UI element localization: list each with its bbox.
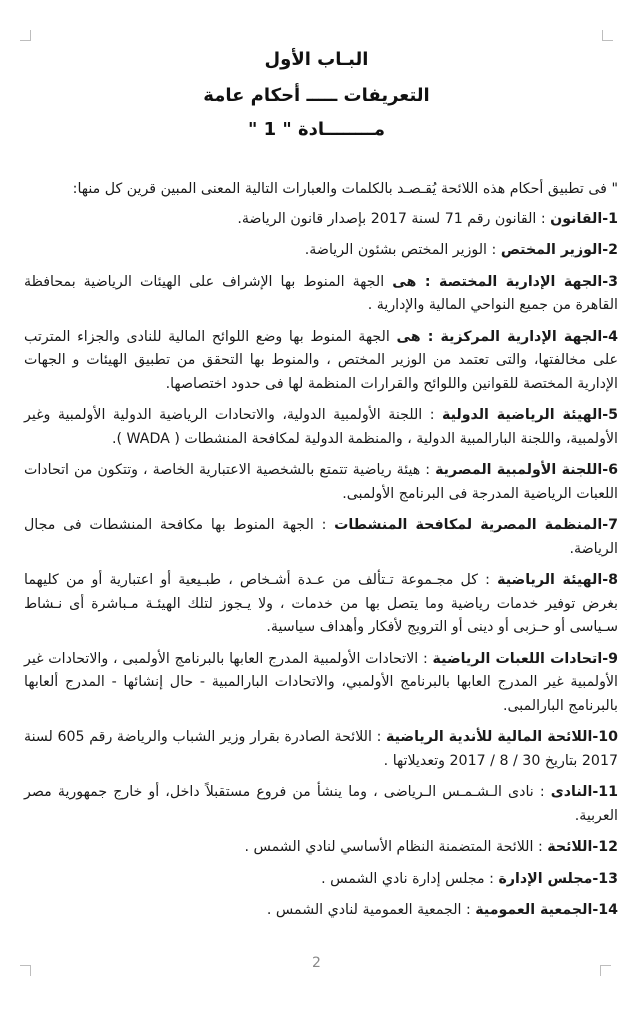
definition-item [24, 781, 618, 828]
item-number: 11- [592, 784, 618, 800]
item-definition: : مجلس إدارة نادي الشمس . [321, 870, 494, 887]
item-definition: الجهة المنوط بها وضع اللوائح المالية للنادى والجزاء المترتب على مخالفتها، والتى تعتمد من الوزير المختص ، والمنوط بها التحقق من تطبيق الهيئات و الجهات الإدارية المختصة للقوانين واللوائح والقرارات المنظمة لها فى حدود اختصاصها. [24, 328, 618, 392]
item-term: مجلس الإدارة [498, 870, 593, 887]
definition-item [24, 514, 618, 561]
item-number: 9- [602, 650, 618, 667]
item-definition: : اللجنة الأولمبية الدولية، والاتحادات الرياضية الدولية الأولمبية وغير الأولمبية، واللجنة البارالمبية الدولية ، والمنظمة الدولية لمكافحة المنشطات ( WADA ). [24, 407, 618, 447]
item-term: الجمعية العمومية [475, 902, 593, 918]
definition-item [24, 239, 618, 263]
definition-item [24, 271, 618, 318]
item-number: 3- [602, 273, 618, 290]
item-number: 8- [602, 572, 619, 588]
item-term: الوزير المختص [500, 242, 603, 258]
item-number: 13- [592, 870, 618, 887]
item-number: 7- [602, 517, 618, 533]
item-term: القانون [550, 210, 603, 227]
definition-item [24, 459, 618, 506]
item-term: الجهة الإدارية المركزية : هى [396, 328, 603, 345]
item-term: النادى [550, 784, 593, 800]
definition-item [24, 899, 618, 923]
crop-mark-top-right [602, 30, 613, 41]
item-number: 5- [602, 407, 618, 423]
item-number: 10- [592, 729, 618, 745]
item-term: اللائحة [547, 839, 593, 855]
item-definition: : نادى الـشـمـس الـرياضى ، وما ينشأ من فروع مستقبلاً داخل، أو خارج جمهورية مصر العربية. [24, 784, 618, 824]
item-definition: : هيئة رياضية تتمتع بالشخصية الاعتبارية الخاصة ، وتتكون من اتحادات اللعبات الرياضية المدرجة فى البرنامج الأولمبى. [24, 462, 618, 502]
item-definition: : الجهة المنوط بها مكافحة المنشطات فى مجال الرياضة. [24, 517, 618, 557]
item-number: 4- [602, 328, 618, 345]
item-definition: الجهة المنوط بها الإشراف على الهيئات الرياضية بمحافظة القاهرة من جميع النواحي المالية والإدارية . [24, 273, 618, 313]
item-number: 2- [602, 242, 618, 258]
item-definition: : القانون رقم 71 لسنة 2017 بإصدار قانون الرياضة. [237, 210, 546, 227]
item-number: 6- [602, 462, 618, 478]
item-definition: : الجمعية العمومية لنادي الشمس . [266, 902, 471, 918]
item-definition: : اللائحة المتضمنة النظام الأساسي لنادي الشمس . [244, 839, 543, 855]
item-definition: : اللائحة الصادرة بقرار وزير الشباب والرياضة رقم 605 لسنة 2017 بتاريخ 30 / 8 / 2017 وتعديلاتها . [24, 729, 618, 769]
item-term: اللجنة الأولمبية المصرية [435, 462, 603, 478]
definition-item [24, 836, 618, 860]
item-definition: : الاتحادات الأولمبية المدرج العابها بالبرنامج الأولمبى ، والاتحادات غير الأولمبية غير المدرج العابها بالبرنامج الأولمبي، والاتحادات البارالمبية - حال إنشائها - المدرج ألعابها بالبرنامج البارالمبى. [24, 650, 618, 714]
definition-item [24, 404, 618, 451]
definition-item [24, 326, 618, 397]
crop-mark-top-left [20, 30, 31, 41]
item-term: اللائحة المالية للأندية الرياضية [385, 729, 593, 745]
item-term: الهيئة الرياضية [497, 572, 603, 588]
item-number: 14- [592, 902, 618, 918]
item-term: اتحادات اللعبات الرياضية [432, 650, 603, 667]
intro-paragraph: " فى تطبيق أحكام هذه اللائحة يُقـصـد بالكلمات والعبارات التالية المعنى المبين قرين كل منها: [72, 181, 618, 197]
item-term: المنظمة المصرية لمكافحة المنشطات [334, 517, 603, 533]
definition-item [24, 569, 618, 640]
definitions-body [24, 178, 618, 931]
definition-item [24, 868, 618, 892]
item-definition: : الوزير المختص بشئون الرياضة. [304, 242, 497, 258]
item-number: 12- [592, 839, 618, 855]
item-number: 1- [602, 210, 618, 227]
chapter-heading: البـاب الأول [264, 49, 369, 70]
definition-item [24, 726, 618, 773]
definition-item [24, 208, 618, 232]
definition-item [24, 648, 618, 719]
item-term: الجهة الإدارية المختصة : هى [392, 273, 603, 290]
section-title: التعريفات ـــــ أحكام عامة [203, 85, 430, 106]
item-definition: : كل مجـموعة تـتألف من عـدة أشـخاص ، طبـيعية أو اعتبارية أو من كليهما بغرض توفير خدمات رياضية وما يتصل بها من خدمات ، ولا يـجوز لتلك الهيئـة مـباشرة أى نـشاط سـياسى أو حـزبى أو دينى أو الترويج لأفكار وأهداف سياسية. [24, 572, 618, 635]
page-number: 2 [312, 955, 321, 971]
article-heading: مــــــــادة " 1 " [247, 119, 386, 140]
item-term: الهيئة الرياضية الدولية [441, 407, 603, 423]
